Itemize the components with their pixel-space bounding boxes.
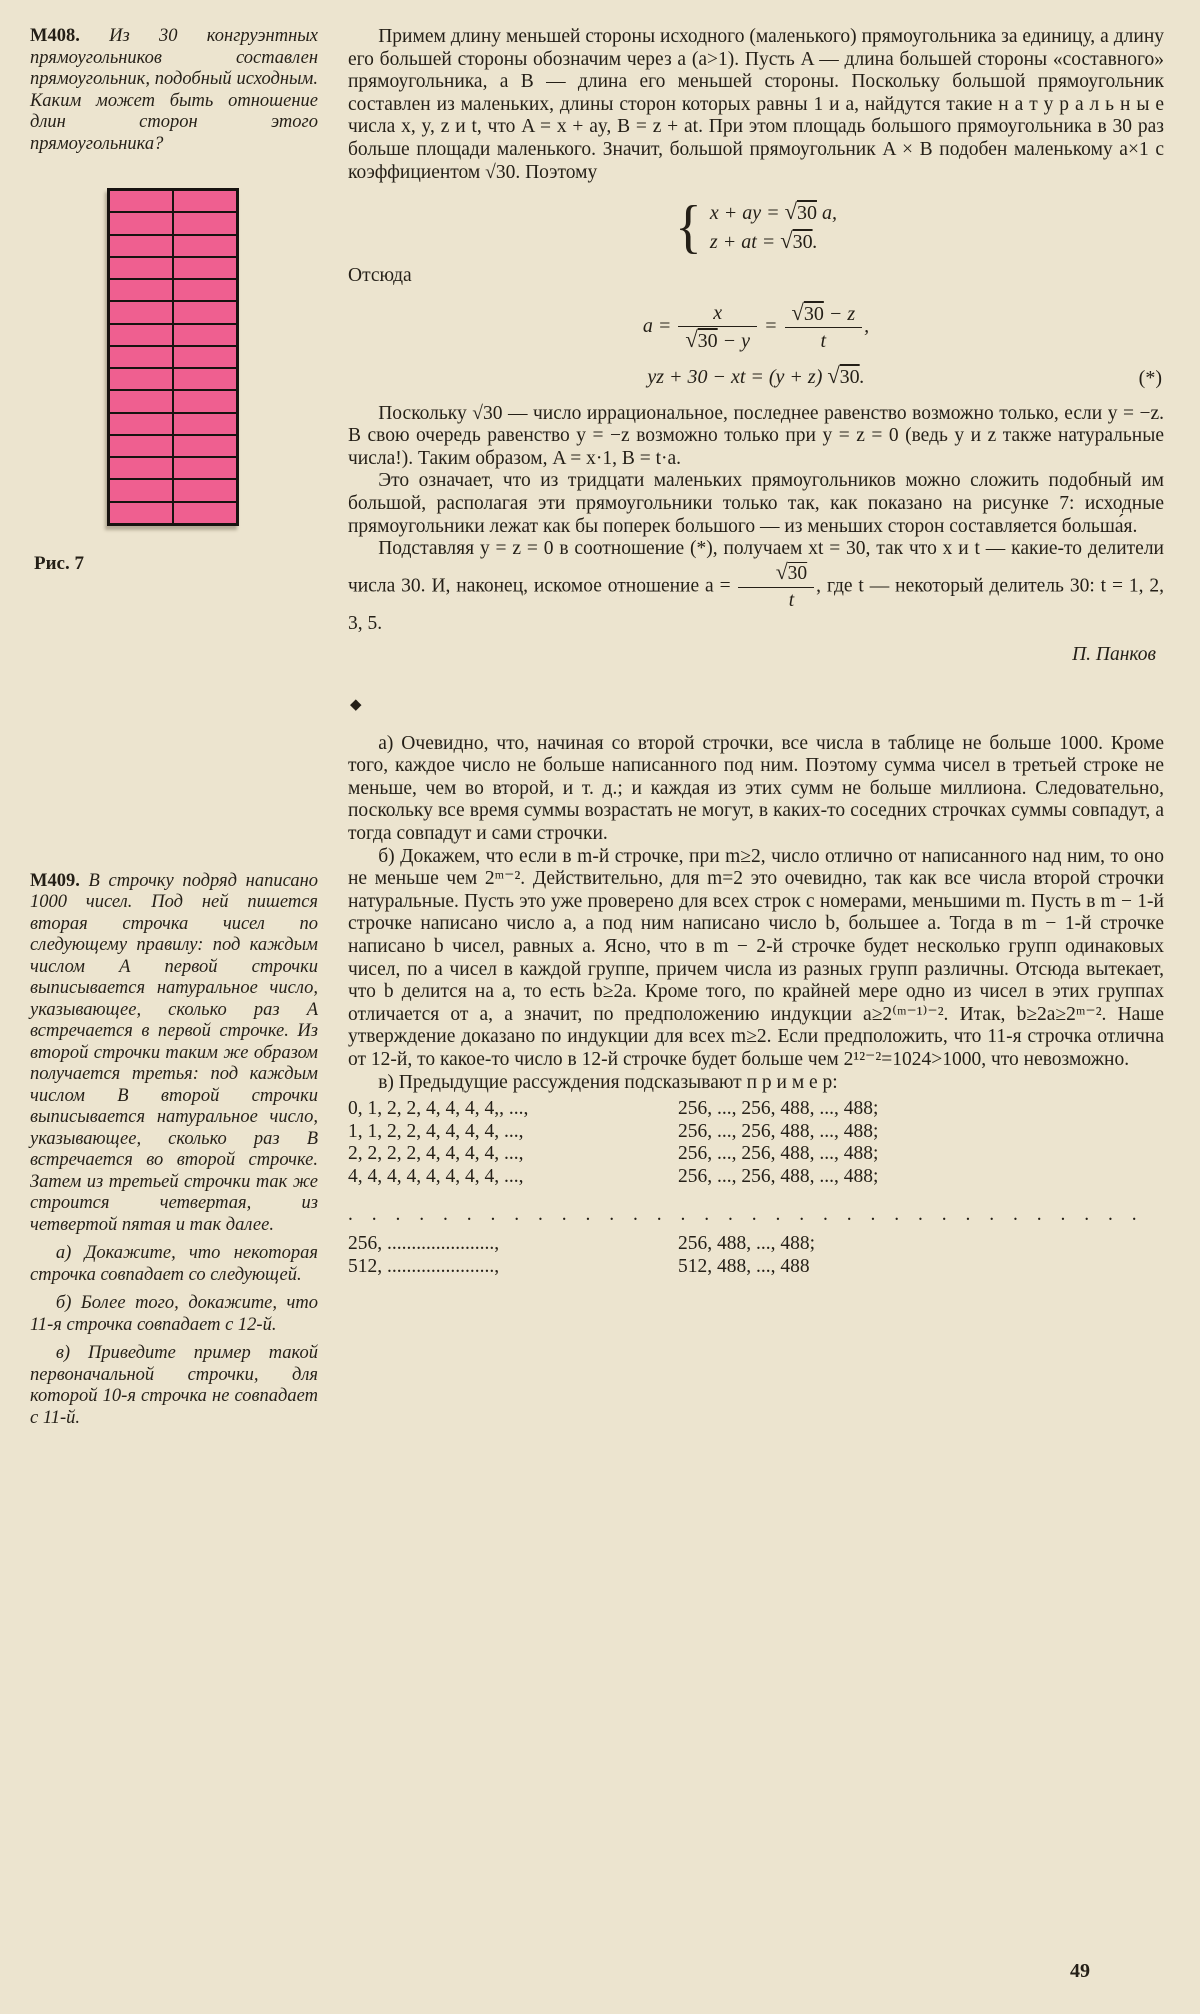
figure-cell xyxy=(174,191,236,211)
row-left: 0, 1, 2, 2, 4, 4, 4, 4,, ..., xyxy=(348,1098,529,1120)
figure-cell xyxy=(110,213,172,233)
figure-cell xyxy=(174,325,236,345)
problem-m409-statement xyxy=(30,871,318,1237)
radical-sign-icon: √ xyxy=(827,362,840,388)
problem-m408-label: М408. xyxy=(30,26,80,46)
row-right: 256, ..., 256, 488, ..., 488; xyxy=(678,1098,879,1120)
figure-7 xyxy=(107,188,239,526)
eq-frac-comma: , xyxy=(864,314,870,337)
figure-cell xyxy=(174,436,236,456)
solution-m408-p3: Это означает, что из тридцати маленьких прямоугольников можно сложить подобный им большой, располагая эти прямоугольники только так, как показано на рисунке 7: исходные прямоугольники лежат как бы поперек большого — из меньших сторон составляется больша́я. xyxy=(348,470,1164,537)
figure-grid xyxy=(107,188,239,526)
figure-cell xyxy=(110,236,172,256)
system-brace: { xyxy=(675,194,702,260)
solution-m408-otsyuda: Отсюда xyxy=(348,265,412,287)
figure-cell xyxy=(110,258,172,278)
solution-m408-p4 xyxy=(348,538,1164,635)
radical xyxy=(791,299,824,325)
inline-fraction xyxy=(736,561,816,613)
row-left: 4, 4, 4, 4, 4, 4, 4, 4, ..., xyxy=(348,1165,524,1187)
equation-system xyxy=(348,194,1164,260)
figure-cell xyxy=(174,414,236,434)
section-diamond-icon: ◆ xyxy=(350,697,362,714)
example-rows xyxy=(348,1098,1164,1278)
radical xyxy=(784,198,817,224)
example-row xyxy=(348,1233,1164,1256)
radicand: 30 xyxy=(792,231,813,254)
solution-m408-p4-pre: Подставляя y = z = 0 в соотношение (*), получаем xt = 30, так что x и t — какие-то делители числа 30. И, наконец, искомое отношение a = xyxy=(348,538,1164,597)
system-eq1 xyxy=(709,198,837,225)
radical-sign-icon: √ xyxy=(775,559,788,584)
figure-cell xyxy=(174,369,236,389)
eq-star-body xyxy=(647,362,865,388)
eq1-lhs: x + ay = xyxy=(709,201,785,224)
row-right: 256, ..., 256, 488, ..., 488; xyxy=(678,1165,879,1187)
radical xyxy=(780,228,813,254)
figure-cell xyxy=(174,391,236,411)
example-row xyxy=(348,1143,1164,1166)
problem-m409-part-a: а) Докажите, что некоторая строчка совпадает со следующей. xyxy=(30,1243,318,1285)
example-row xyxy=(348,1098,1164,1121)
fraction-2 xyxy=(783,299,865,353)
radicand: 30 xyxy=(839,365,860,388)
page-number: 49 xyxy=(1070,1960,1090,1982)
example-row xyxy=(348,1121,1164,1144)
row-right: 256, ..., 256, 488, ..., 488; xyxy=(678,1143,879,1165)
figure-caption: Рис. 7 xyxy=(34,553,84,574)
solutions-column xyxy=(348,26,1164,1429)
figure-cell xyxy=(110,191,172,211)
figure-cell xyxy=(110,302,172,322)
eq-frac-lhs: a = xyxy=(642,314,677,337)
radical-sign-icon: √ xyxy=(685,327,698,353)
fraction-2-num-tail: − z xyxy=(823,302,856,325)
problem-m409-part-v: в) Приведите пример такой первоначальной строчки, для которой 10-я строчка не совпадает с 11-й. xyxy=(30,1343,318,1428)
figure-cell xyxy=(174,458,236,478)
eq1-rhs: a, xyxy=(816,201,837,224)
fraction-1 xyxy=(676,302,759,353)
eq-star-lhs: yz + 30 − xt = (y + z) xyxy=(647,365,828,388)
figure-cell xyxy=(174,280,236,300)
figure-cell xyxy=(110,436,172,456)
problem-m409-part-b: б) Более того, докажите, что 11-я строчка совпадает с 12-й. xyxy=(30,1293,318,1335)
radical xyxy=(685,327,718,353)
radical xyxy=(827,362,860,388)
figure-cell xyxy=(110,325,172,345)
figure-cell xyxy=(110,280,172,300)
equation-fractions xyxy=(348,299,1164,353)
system-eq2 xyxy=(710,230,818,254)
eq2-lhs: z + at = xyxy=(709,231,781,254)
fraction-1-numerator: x xyxy=(678,302,757,328)
radical xyxy=(775,559,808,584)
figure-cell xyxy=(174,213,236,233)
example-row xyxy=(348,1256,1164,1279)
problem-m409 xyxy=(30,871,318,1430)
radical-sign-icon: √ xyxy=(780,228,793,254)
row-right: 256, ..., 256, 488, ..., 488; xyxy=(678,1120,879,1142)
figure-cell xyxy=(174,503,236,523)
equation-star-tag: (*) xyxy=(1138,366,1162,389)
row-left: 1, 1, 2, 2, 4, 4, 4, 4, ..., xyxy=(348,1120,524,1142)
fraction-1-den-tail: − y xyxy=(717,330,751,353)
row-left: 2, 2, 2, 2, 4, 4, 4, 4, ..., xyxy=(348,1143,524,1165)
system-equations xyxy=(709,198,837,254)
solution-m409-part-b: б) Докажем, что если в m-й строчке, при m≥2, число отлично от написанного над ним, то оно не меньше чем 2ᵐ⁻². Действительно, для m=2 это очевидно, так как все числа второй строчки натуральные. Пусть это уже проверено для всех строк с номерами, меньшими m. Пусть в m − 1-й строчке написано число a, а под ним написано число b, большее a. Тогда в m − 1-й строчке написано b чисел, равных a. Ясно, что в m − 2-й строчке будет несколько групп одинаковых чисел, по a чисел в каждой группе, причем числа из разных групп различны. Отсюда вытекает, что b делится на a, то есть b≥2a. Кроме того, по крайней мере одно из чисел в этих группах отличается от a, а значит, по предположению индукции a≥2⁽ᵐ⁻¹⁾⁻². Итак, b≥2a≥2ᵐ⁻². Наше утверждение доказано по индукции для всех m≥2. Если предположить, что 11-я строчка отлична от 12-й, то какое-то число в 12-й строчке будет больше чем 2¹²⁻²=1024>1000, что невозможно. xyxy=(348,845,1164,1070)
radical-sign-icon: √ xyxy=(791,299,804,325)
row-right: 512, 488, ..., 488 xyxy=(678,1255,810,1277)
radicand: 30 xyxy=(787,562,808,584)
figure-cell xyxy=(110,414,172,434)
inline-fraction-denominator: t xyxy=(788,590,795,612)
row-left: 256, ......................, xyxy=(348,1233,500,1255)
radicand: 30 xyxy=(803,302,824,325)
fraction-2-denominator: t xyxy=(820,330,827,353)
figure-cell xyxy=(110,503,172,523)
solution-m408-p4-post: , где t — некоторый делитель 30: t = 1, 2, 3, 5. xyxy=(348,575,1164,634)
problem-m408-text: Из 30 конгруэнтных прямоугольников составлен прямоугольник, подобный исходным. Каким может быть отношение длин сторон этого прямоугольника? xyxy=(30,26,318,154)
solution-m408-p2: Поскольку √30 — число иррациональное, последнее равенство возможно только, если y = −z. В свою очередь равенство y = −z возможно только при y = z = 0 (ведь y и z также натуральные числа!). Таким образом, A = x·1, B = t·a. xyxy=(348,402,1164,469)
eq-frac-equals: = xyxy=(759,314,783,337)
fraction-1-denominator xyxy=(678,327,757,353)
problem-m409-label: М409. xyxy=(30,870,80,891)
figure-cell xyxy=(110,480,172,500)
figure-cell xyxy=(174,302,236,322)
figure-cell xyxy=(110,391,172,411)
fraction-2-numerator xyxy=(785,299,863,329)
problem-m409-text: В строчку подряд написано 1000 чисел. Под ней пишется вторая строчка чисел по следующему правилу: под каждым числом А первой строчки выписывается натуральное число, указывающее, сколько раз А встречается в первой строчке. Из второй строчки таким же образом получается третья: под каждым числом В второй строчки выписывается натуральное число, указывающее, сколько раз В встречается во второй строчке. Затем из третьей строчки так же строится четвертая, из четвертой пятая и так далее. xyxy=(30,870,319,1235)
figure-cell xyxy=(174,258,236,278)
example-row xyxy=(348,1166,1164,1189)
figure-cell xyxy=(110,458,172,478)
figure-cell xyxy=(110,369,172,389)
solution-m409-part-a: а) Очевидно, что, начиная со второй строчки, все числа в таблице не больше 1000. Кроме того, каждое число не больше написанного под ним. Поэтому сумма чисел в третьей строке не меньше, чем во второй, и т. д.; и каждая из этих сумм не больше миллиона. Следовательно, поскольку все время суммы возрастать не могут, в каких-то соседних строчках суммы совпадут, а тогда совпадут и сами строчки. xyxy=(348,732,1164,845)
figure-cell xyxy=(174,236,236,256)
problem-m408 xyxy=(30,26,318,155)
radicand: 30 xyxy=(697,330,718,353)
figure-cell xyxy=(174,480,236,500)
figure-cell xyxy=(110,347,172,367)
row-left: 512, ......................, xyxy=(348,1255,500,1277)
radicand: 30 xyxy=(796,201,817,224)
figure-cell xyxy=(174,347,236,367)
eq-star-end: . xyxy=(859,365,865,388)
problems-column xyxy=(30,26,318,1429)
eq2-rhs: . xyxy=(812,231,818,254)
ellipsis-row: . . . . . . . . . . . . . . . . . . . . . . . . . . . . . . . . . . xyxy=(348,1203,1144,1225)
solution-m408-p1: Примем длину меньшей стороны исходного (маленького) прямоугольника за единицу, а длину его большей стороны обозначим через a (a>1). Пусть A — длина большей стороны «составного» прямоугольника, а B — длина его меньшей стороны. Поскольку большой прямоугольник составлен из маленьких, длины сторон которых равны 1 и a, найдутся такие н а т у р а л ь н ы е числа x, y, z и t, что A = x + ay, B = z + at. При этом площадь большого прямоугольника в 30 раз больше площади маленького. Значит, большой прямоугольник A × B подобен маленькому a×1 с коэффициентом √30. Поэтому xyxy=(348,26,1164,183)
equation-star xyxy=(348,362,1164,389)
inline-fraction-numerator xyxy=(738,561,814,589)
row-right: 256, 488, ..., 488; xyxy=(678,1233,816,1255)
solution-m409-part-v-intro: в) Предыдущие рассуждения подсказывают п р и м е р: xyxy=(378,1071,838,1093)
author-signature: П. Панков xyxy=(1072,644,1156,666)
radical-sign-icon: √ xyxy=(784,198,797,224)
